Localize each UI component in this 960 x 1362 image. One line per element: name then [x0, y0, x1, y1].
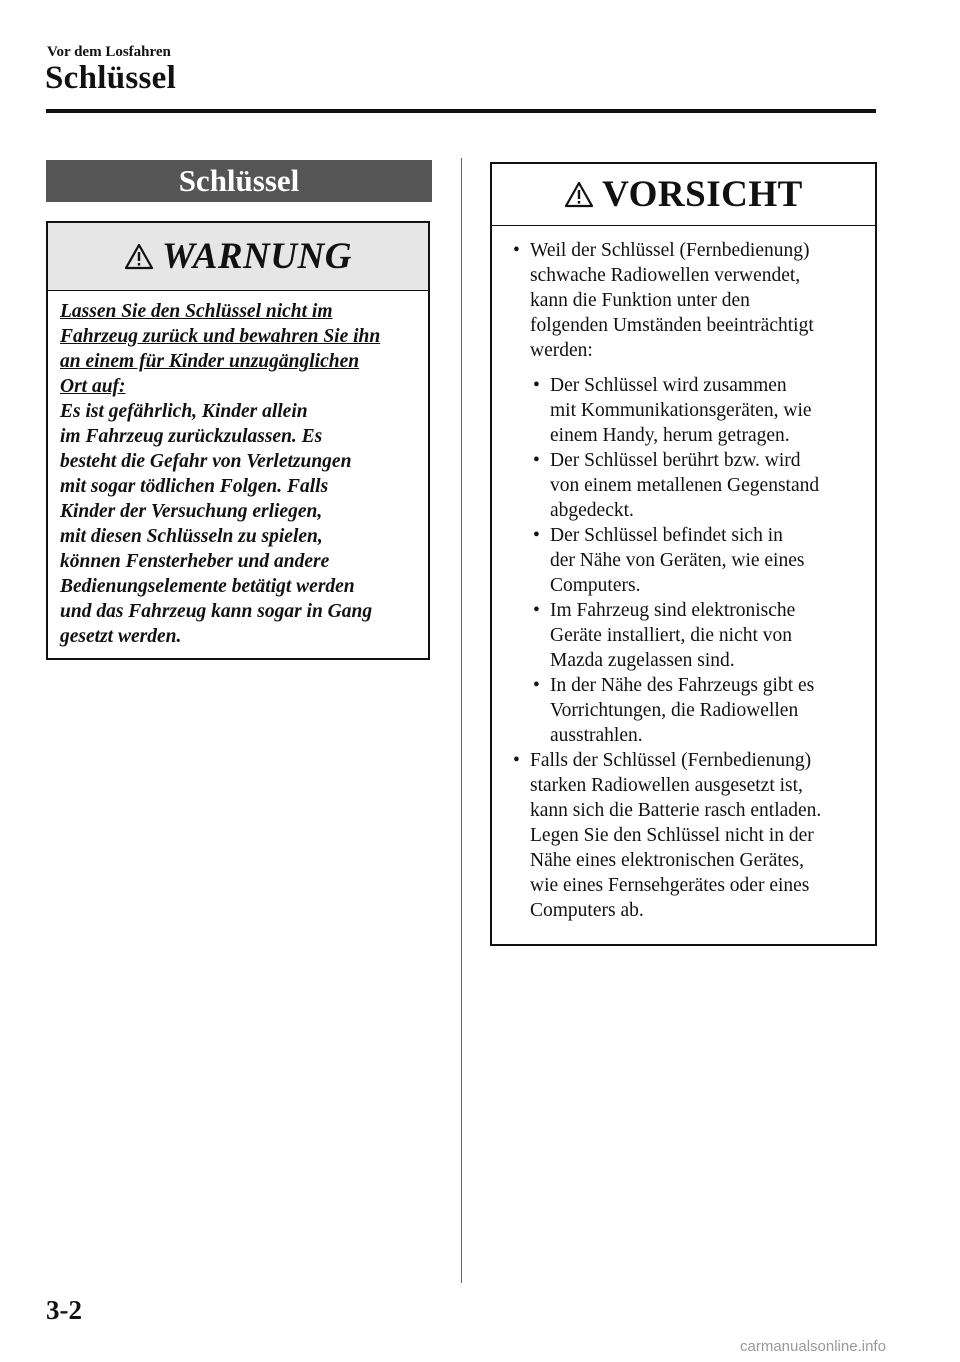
warning-line: mit sogar tödlichen Folgen. Falls: [60, 476, 329, 497]
bullet-icon: •: [513, 240, 520, 261]
warning-line: Es ist gefährlich, Kinder allein: [60, 401, 308, 422]
caution-line: Der Schlüssel berührt bzw. wird: [550, 450, 801, 471]
caution-line: Im Fahrzeug sind elektronische: [550, 600, 796, 621]
caution-line: einem Handy, herum getragen.: [550, 425, 790, 446]
caution-line: Falls der Schlüssel (Fernbedienung): [530, 750, 812, 771]
caution-line: ausstrahlen.: [550, 725, 643, 746]
caution-line: Der Schlüssel wird zusammen: [550, 375, 787, 396]
section-heading: Schlüssel: [46, 160, 432, 202]
bullet-icon: •: [513, 750, 520, 771]
caution-line: mit Kommunikationsgeräten, wie: [550, 400, 812, 421]
caution-line: Geräte installiert, die nicht von: [550, 625, 793, 646]
caution-line: Nähe eines elektronischen Gerätes,: [530, 850, 804, 871]
caution-line: Computers.: [550, 575, 641, 596]
watermark: carmanualsonline.info: [740, 1338, 886, 1355]
warning-underlined-line: Ort auf:: [60, 376, 126, 397]
warning-underlined-line: an einem für Kinder unzugänglichen: [60, 351, 360, 372]
warning-underlined-line: Lassen Sie den Schlüssel nicht im: [60, 301, 333, 322]
caution-item: [502, 748, 867, 923]
caution-line: Legen Sie den Schlüssel nicht in der: [530, 825, 814, 846]
caution-header: [492, 164, 875, 226]
warning-line: Kinder der Versuchung erliegen,: [60, 501, 323, 522]
warning-triangle-icon: [564, 181, 594, 208]
bullet-icon: •: [533, 375, 540, 396]
caution-sub-item: [502, 598, 867, 673]
warning-underlined-line: Fahrzeug zurück und bewahren Sie ihn: [60, 326, 381, 347]
caution-text: [492, 226, 875, 923]
bullet-icon: •: [533, 600, 540, 621]
warning-line: Bedienungselemente betätigt werden: [60, 576, 355, 597]
caution-line: schwache Radiowellen verwendet,: [530, 265, 801, 286]
caution-line: Weil der Schlüssel (Fernbedienung): [530, 240, 810, 261]
caution-line: werden:: [530, 340, 593, 361]
bullet-icon: •: [533, 525, 540, 546]
caution-box: [490, 162, 877, 946]
caution-line: der Nähe von Geräten, wie eines: [550, 550, 805, 571]
warning-line: und das Fahrzeug kann sogar in Gang: [60, 601, 373, 622]
caution-line: von einem metallenen Gegenstand: [550, 475, 820, 496]
caution-sub-item: [502, 373, 867, 448]
caution-line: abgedeckt.: [550, 500, 634, 521]
bullet-icon: •: [533, 450, 540, 471]
caution-sub-item: [502, 673, 867, 748]
caution-line: wie eines Fernsehgerätes oder eines: [530, 875, 810, 896]
warning-line: im Fahrzeug zurückzulassen. Es: [60, 426, 323, 447]
caution-line: kann die Funktion unter den: [530, 290, 750, 311]
caution-line: kann sich die Batterie rasch entladen.: [530, 800, 822, 821]
caution-line: Vorrichtungen, die Radiowellen: [550, 700, 799, 721]
caution-sub-item: [502, 523, 867, 598]
header-divider: [46, 109, 876, 113]
warning-box: [46, 221, 430, 660]
bullet-icon: •: [533, 675, 540, 696]
caution-line: Computers ab.: [530, 900, 644, 921]
chapter-label: Vor dem Losfahren: [47, 44, 171, 60]
warning-header: [48, 223, 428, 291]
warning-text: [48, 291, 428, 649]
warning-line: können Fensterheber und andere: [60, 551, 330, 572]
column-divider: [461, 158, 462, 1283]
caution-title: VORSICHT: [602, 174, 803, 215]
caution-line: folgenden Umständen beeinträchtigt: [530, 315, 814, 336]
caution-line: In der Nähe des Fahrzeugs gibt es: [550, 675, 815, 696]
warning-triangle-icon: [124, 243, 154, 270]
caution-line: Der Schlüssel befindet sich in: [550, 525, 783, 546]
page-number: 3-2: [46, 1295, 82, 1325]
warning-title: WARNUNG: [162, 236, 352, 277]
warning-line: gesetzt werden.: [60, 626, 182, 647]
warning-line: besteht die Gefahr von Verletzungen: [60, 451, 352, 472]
page-title: Schlüssel: [45, 60, 177, 96]
caution-sub-list: [502, 373, 867, 748]
caution-item: [502, 238, 867, 363]
caution-line: Mazda zugelassen sind.: [550, 650, 735, 671]
caution-sub-item: [502, 448, 867, 523]
warning-line: mit diesen Schlüsseln zu spielen,: [60, 526, 323, 547]
caution-line: starken Radiowellen ausgesetzt ist,: [530, 775, 803, 796]
